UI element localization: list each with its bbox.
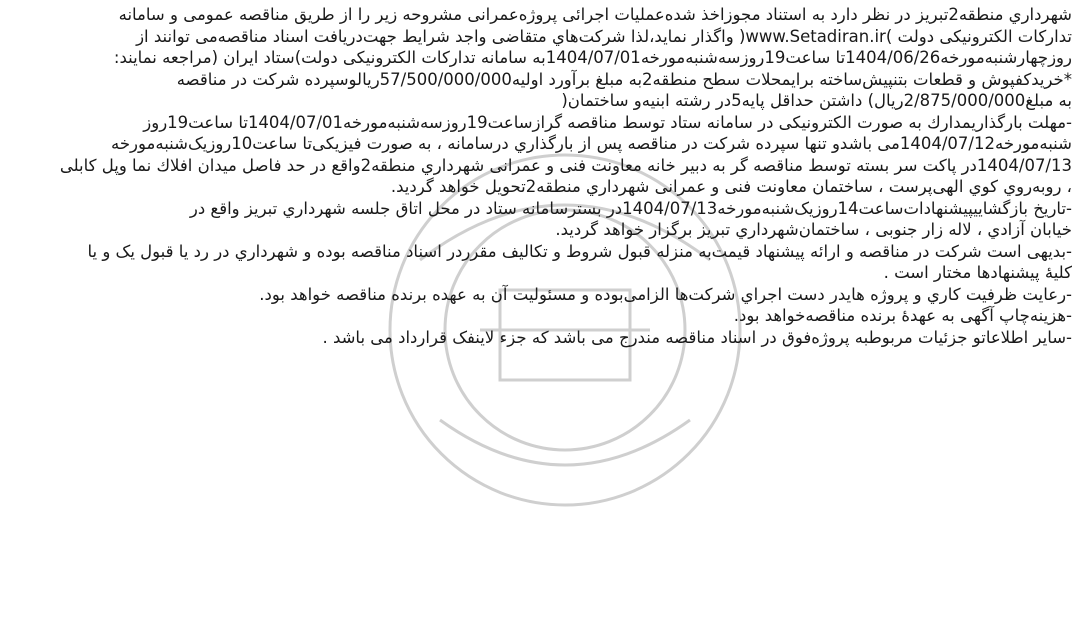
notice-line: تدارکات الکترونیکی دولت )www.Setadiran.ir( واگذار نماید،لذا شرکت‌هاي متقاضی واجد شرایط جهت‌دریافت اسناد مناقصه‌می توانند از xyxy=(136,26,1072,46)
notice-line: -تاریخ بازگشاییپیشنهادات‌ساعت14روزیک‌شنبه‌مورخه1404/07/13در بسترسامانه ستاد در محل اتاق جلسه شهرداري تبریز واقع در xyxy=(189,198,1072,218)
notice-line: روزچهارشنبه‌مورخه1404/06/26تا ساعت19روزسه‌شنبه‌مورخه1404/07/01به سامانه تدارکات الکترونیکی دولت)ستاد ایران (مراجعه نمایند: xyxy=(113,48,1072,67)
notice-line: 1404/07/13در پاکت سر بسته توسط مناقصه گر به دبیر خانه معاونت فنی و عمرانی شهرداري منطقه2واقع در حد فاصل میدان افلاك نما وپل کابلی xyxy=(59,155,1072,175)
notice-line: -بدیهی است شرکت در مناقصه و ارائه پیشنهاد قیمت‌به منزله قبول شروط و تکالیف مقرردر اسناد مناقصه بوده و شهرداري در رد یا قبول یک و یا xyxy=(87,241,1072,261)
notice-line: شهرداري منطقه2تبریز در نظر دارد به استناد مجوزاخذ شده‌عملیات اجرائی پروژه‌عمرانی مشروحه زیر را از طریق مناقصه عمومی و سامانه xyxy=(118,5,1072,24)
notice-line: -سایر اطلاعاتو جزئیات مربوطبه پروژه‌فوق در اسناد مناقصه مندرج می باشد که جزء لاینفک قرارداد می باشد . xyxy=(322,327,1072,347)
notice-line: کلیهٔ پیشنهادها مختار است . xyxy=(883,263,1072,282)
notice-line: به مبلغ2/875/000/000ریال) داشتن حداقل پایه5در رشته ابنیه‌و ساختمان( xyxy=(561,91,1072,110)
notice-line: -هزینه‌چاپ آگهی به عهدهٔ برنده مناقصه‌خواهد بود. xyxy=(733,306,1072,325)
notice-line: -رعایت ظرفیت کاري و پروژه هایدر دست اجراي شرکت‌ها الزامی‌بوده و مسئولیت آن به عهده برنده مناقصه خواهد بود. xyxy=(259,284,1072,304)
notice-line: شنبه‌مورخه1404/07/12می باشدو تنها سپرده شرکت در مناقصه پس از بارگذاري درسامانه ، به صورت فیزیکی‌تا ساعت10روزیک‌شنبه‌مورخه xyxy=(110,134,1072,153)
notice-line: خیابان آزادي ، لاله زار جنوبی ، ساختمان‌شهرداري تبریز برگزار خواهد گردید. xyxy=(555,220,1072,239)
notice-line: *خریدکفپوش و قطعات بتنپیش‌ساخته برايمحلات سطح منطقه2به مبلغ برآورد اولیه57/500/000/000ریالوسپرده شرکت در مناقصه xyxy=(176,69,1072,89)
notice-line: ، روبه‌روي کوي الهی‌پرست ، ساختمان معاونت فنی و عمرانی شهرداري منطقه2تحویل خواهد گردید. xyxy=(390,177,1072,196)
notice-line: -مهلت بارگذاريمدارك به صورت الکترونیکی در سامانه ستاد توسط مناقصه گرازساعت19روزسه‌شنبه‌مورخه1404/07/01تا ساعت19روز xyxy=(143,112,1072,132)
